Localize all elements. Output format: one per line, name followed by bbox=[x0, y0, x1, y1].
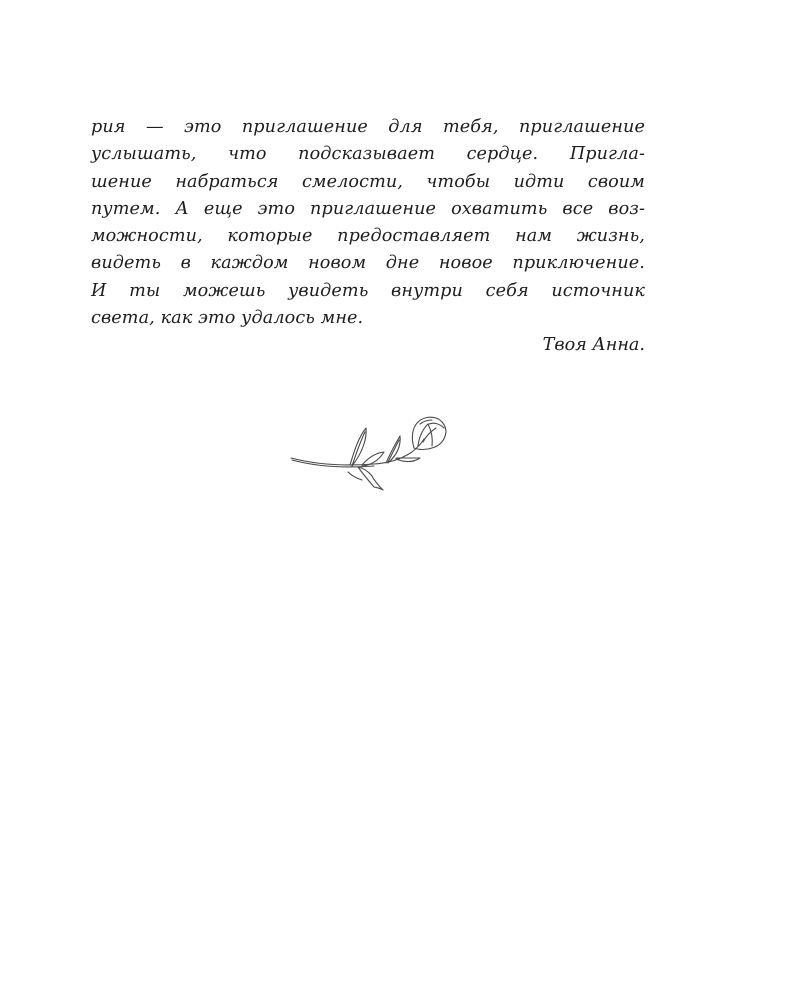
body-text bbox=[91, 114, 645, 360]
text-line-4: путем. А еще это приглашение охватить все воз- bbox=[91, 198, 645, 219]
text-line-3: шение набраться смелости, чтобы идти своим bbox=[91, 171, 645, 192]
flower-sprig-icon bbox=[288, 408, 452, 496]
text-line-7: И ты можешь увидеть внутри себя источник bbox=[91, 280, 645, 301]
text-line-2: услышать, что подсказывает сердце. Пригла- bbox=[91, 144, 645, 165]
text-line-8: света, как это удалось мне. bbox=[91, 308, 364, 329]
signature: Твоя Анна. bbox=[542, 335, 645, 356]
text-line-1: рия — это приглашение для тебя, приглашение bbox=[91, 117, 645, 137]
text-line-5: можности, которые предоставляет нам жизнь, bbox=[91, 226, 645, 247]
text-line-6: видеть в каждом новом дне новое приключение. bbox=[91, 253, 645, 274]
